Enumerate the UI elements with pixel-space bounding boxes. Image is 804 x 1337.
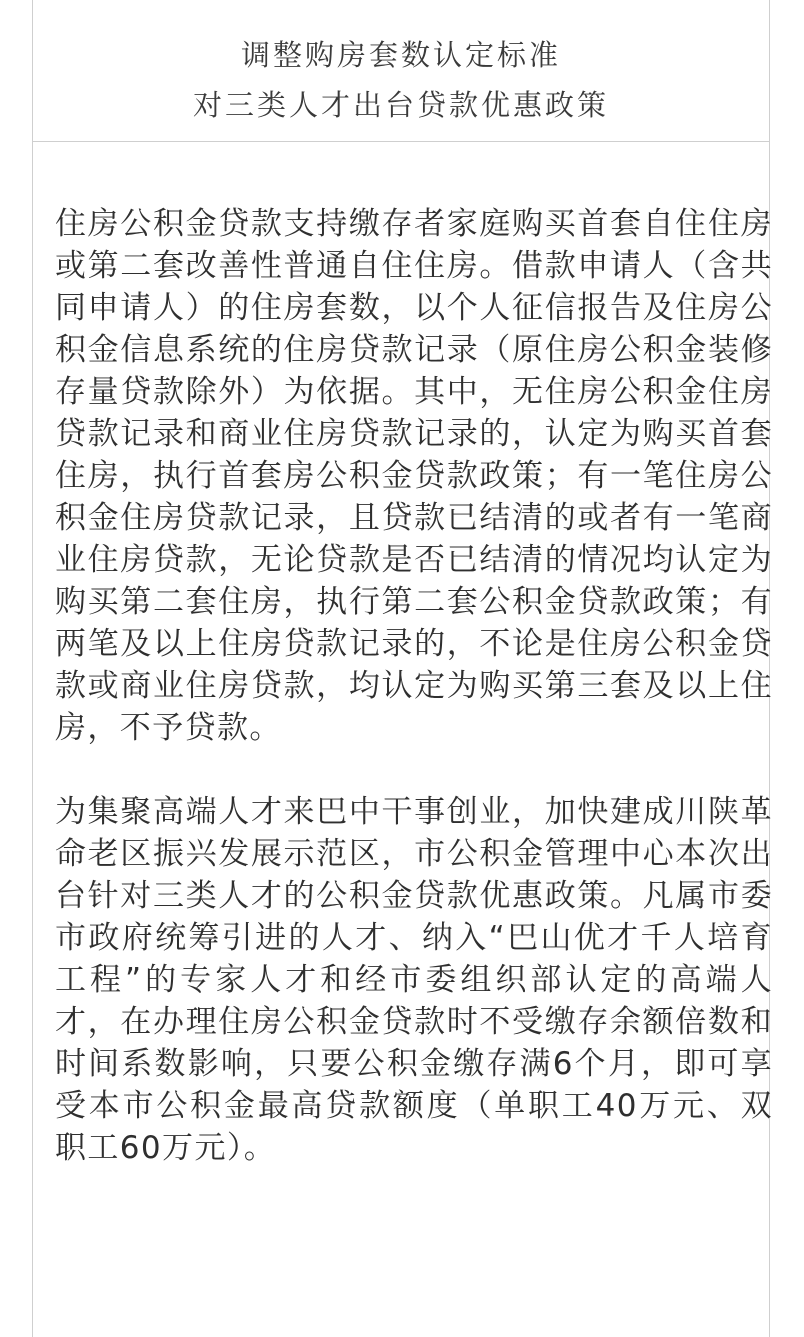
paragraph-talent-loan-policy: 为集聚高端人才来巴中干事创业，加快建成川陕革命老区振兴发展示范区，市公积金管理中心本次出台针对三类人才的公积金贷款优惠政策。凡属市委市政府统筹引进的人才、纳入“巴山优才千人培育工程”的专家人才和经市委组织部认定的高端人才，在办理住房公积金贷款时不受缴存余额倍数和时间系数影响，只要公积金缴存满6个月，即可享受本市公积金最高贷款额度（单职工40万元、双职工60万元）。 (55, 794, 773, 1166)
article-header (33, 0, 769, 142)
title-line-1: 调整购房套数认定标准 (240, 38, 561, 72)
paragraph-housing-count-rules: 住房公积金贷款支持缴存者家庭购买首套自住住房或第二套改善性普通自住住房。借款申请人（含共同申请人）的住房套数，以个人征信报告及住房公积金信息系统的住房贷款记录（原住房公积金装修存量贷款除外）为依据。其中，无住房公积金住房贷款记录和商业住房贷款记录的，认定为购买首套住房，执行首套房公积金贷款政策；有一笔住房公积金住房贷款记录，且贷款已结清的或者有一笔商业住房贷款，无论贷款是否已结清的情况均认定为购买第二套住房，执行第二套公积金贷款政策；有两笔及以上住房贷款记录的，不论是住房公积金贷款或商业住房贷款，均认定为购买第三套及以上住房，不予贷款。 (55, 206, 773, 746)
title-line-2: 对三类人才出台贷款优惠政策 (192, 88, 609, 122)
article-body (55, 203, 773, 1169)
